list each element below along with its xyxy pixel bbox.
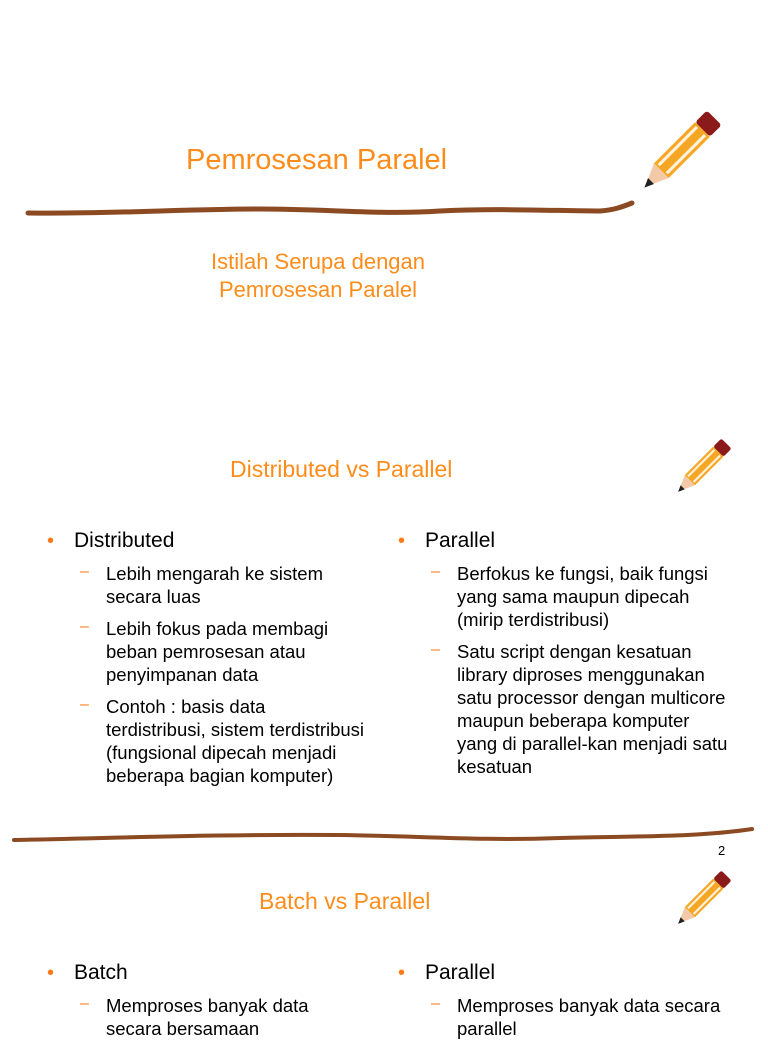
- dash-icon: –: [431, 995, 440, 1012]
- bullet-dot-icon: •: [398, 530, 406, 552]
- slide-1-subtitle: [168, 248, 468, 304]
- dash-icon: –: [431, 563, 440, 580]
- pencil-icon: [664, 434, 736, 506]
- subtitle-line-2: Pemrosesan Paralel: [218, 277, 418, 302]
- dash-icon: –: [80, 618, 89, 635]
- parallel-list: [398, 562, 728, 778]
- page-number: 2: [718, 843, 726, 858]
- list-item: – Lebih mengarah ke sistem secara luas: [47, 562, 367, 608]
- dash-icon: –: [80, 696, 89, 713]
- heading-label: Distributed: [74, 529, 175, 552]
- list-item: – Berfokus ke fungsi, baik fungsi yang sama maupun dipecah (mirip terdistribusi): [398, 562, 728, 631]
- list-item: – Memproses banyak data secara bersamaan: [47, 994, 367, 1040]
- batch-list: [47, 994, 367, 1040]
- bullet-dot-icon: •: [47, 530, 55, 552]
- distributed-list: [47, 562, 367, 787]
- title-underline: [0, 198, 640, 224]
- bullet-heading: [398, 960, 728, 986]
- dash-icon: –: [80, 563, 89, 580]
- heading-label: Batch: [74, 961, 128, 984]
- list-item: – Lebih fokus pada membagi beban pemrosesan atau penyimpanan data: [47, 617, 367, 686]
- parallel-list: [398, 994, 728, 1040]
- slide-3: [0, 860, 768, 1039]
- pencil-icon: [664, 866, 736, 938]
- list-item: – Memproses banyak data secara parallel: [398, 994, 728, 1040]
- slide-1-title: Pemrosesan Paralel: [186, 144, 448, 176]
- dash-icon: –: [80, 995, 89, 1012]
- bullet-heading: [47, 528, 367, 554]
- distributed-column: [47, 528, 367, 796]
- parallel-column: [398, 960, 728, 1049]
- slide-2: [0, 420, 768, 860]
- bullet-dot-icon: •: [398, 962, 406, 984]
- heading-label: Parallel: [425, 529, 496, 552]
- bullet-heading: [47, 960, 367, 986]
- list-item: – Contoh : basis data terdistribusi, sistem terdistribusi (fungsional dipecah menjadi beberapa bagian komputer): [47, 695, 367, 787]
- dash-icon: –: [431, 641, 440, 658]
- slide-3-title: Batch vs Parallel: [259, 888, 431, 914]
- bullet-dot-icon: •: [47, 962, 55, 984]
- pencil-icon: [624, 104, 728, 208]
- parallel-column: [398, 528, 728, 787]
- batch-column: [47, 960, 367, 1049]
- bullet-heading: [398, 528, 728, 554]
- subtitle-line-1: Istilah Serupa dengan: [210, 249, 426, 274]
- list-item: – Satu script dengan kesatuan library diproses menggunakan satu processor dengan multicore maupun beberapa komputer yang di parallel-kan menjadi satu kesatuan: [398, 640, 728, 778]
- heading-label: Parallel: [425, 961, 496, 984]
- slide-1: [0, 0, 768, 420]
- slide-divider: [0, 824, 768, 844]
- slide-2-title: Distributed vs Parallel: [230, 456, 453, 482]
